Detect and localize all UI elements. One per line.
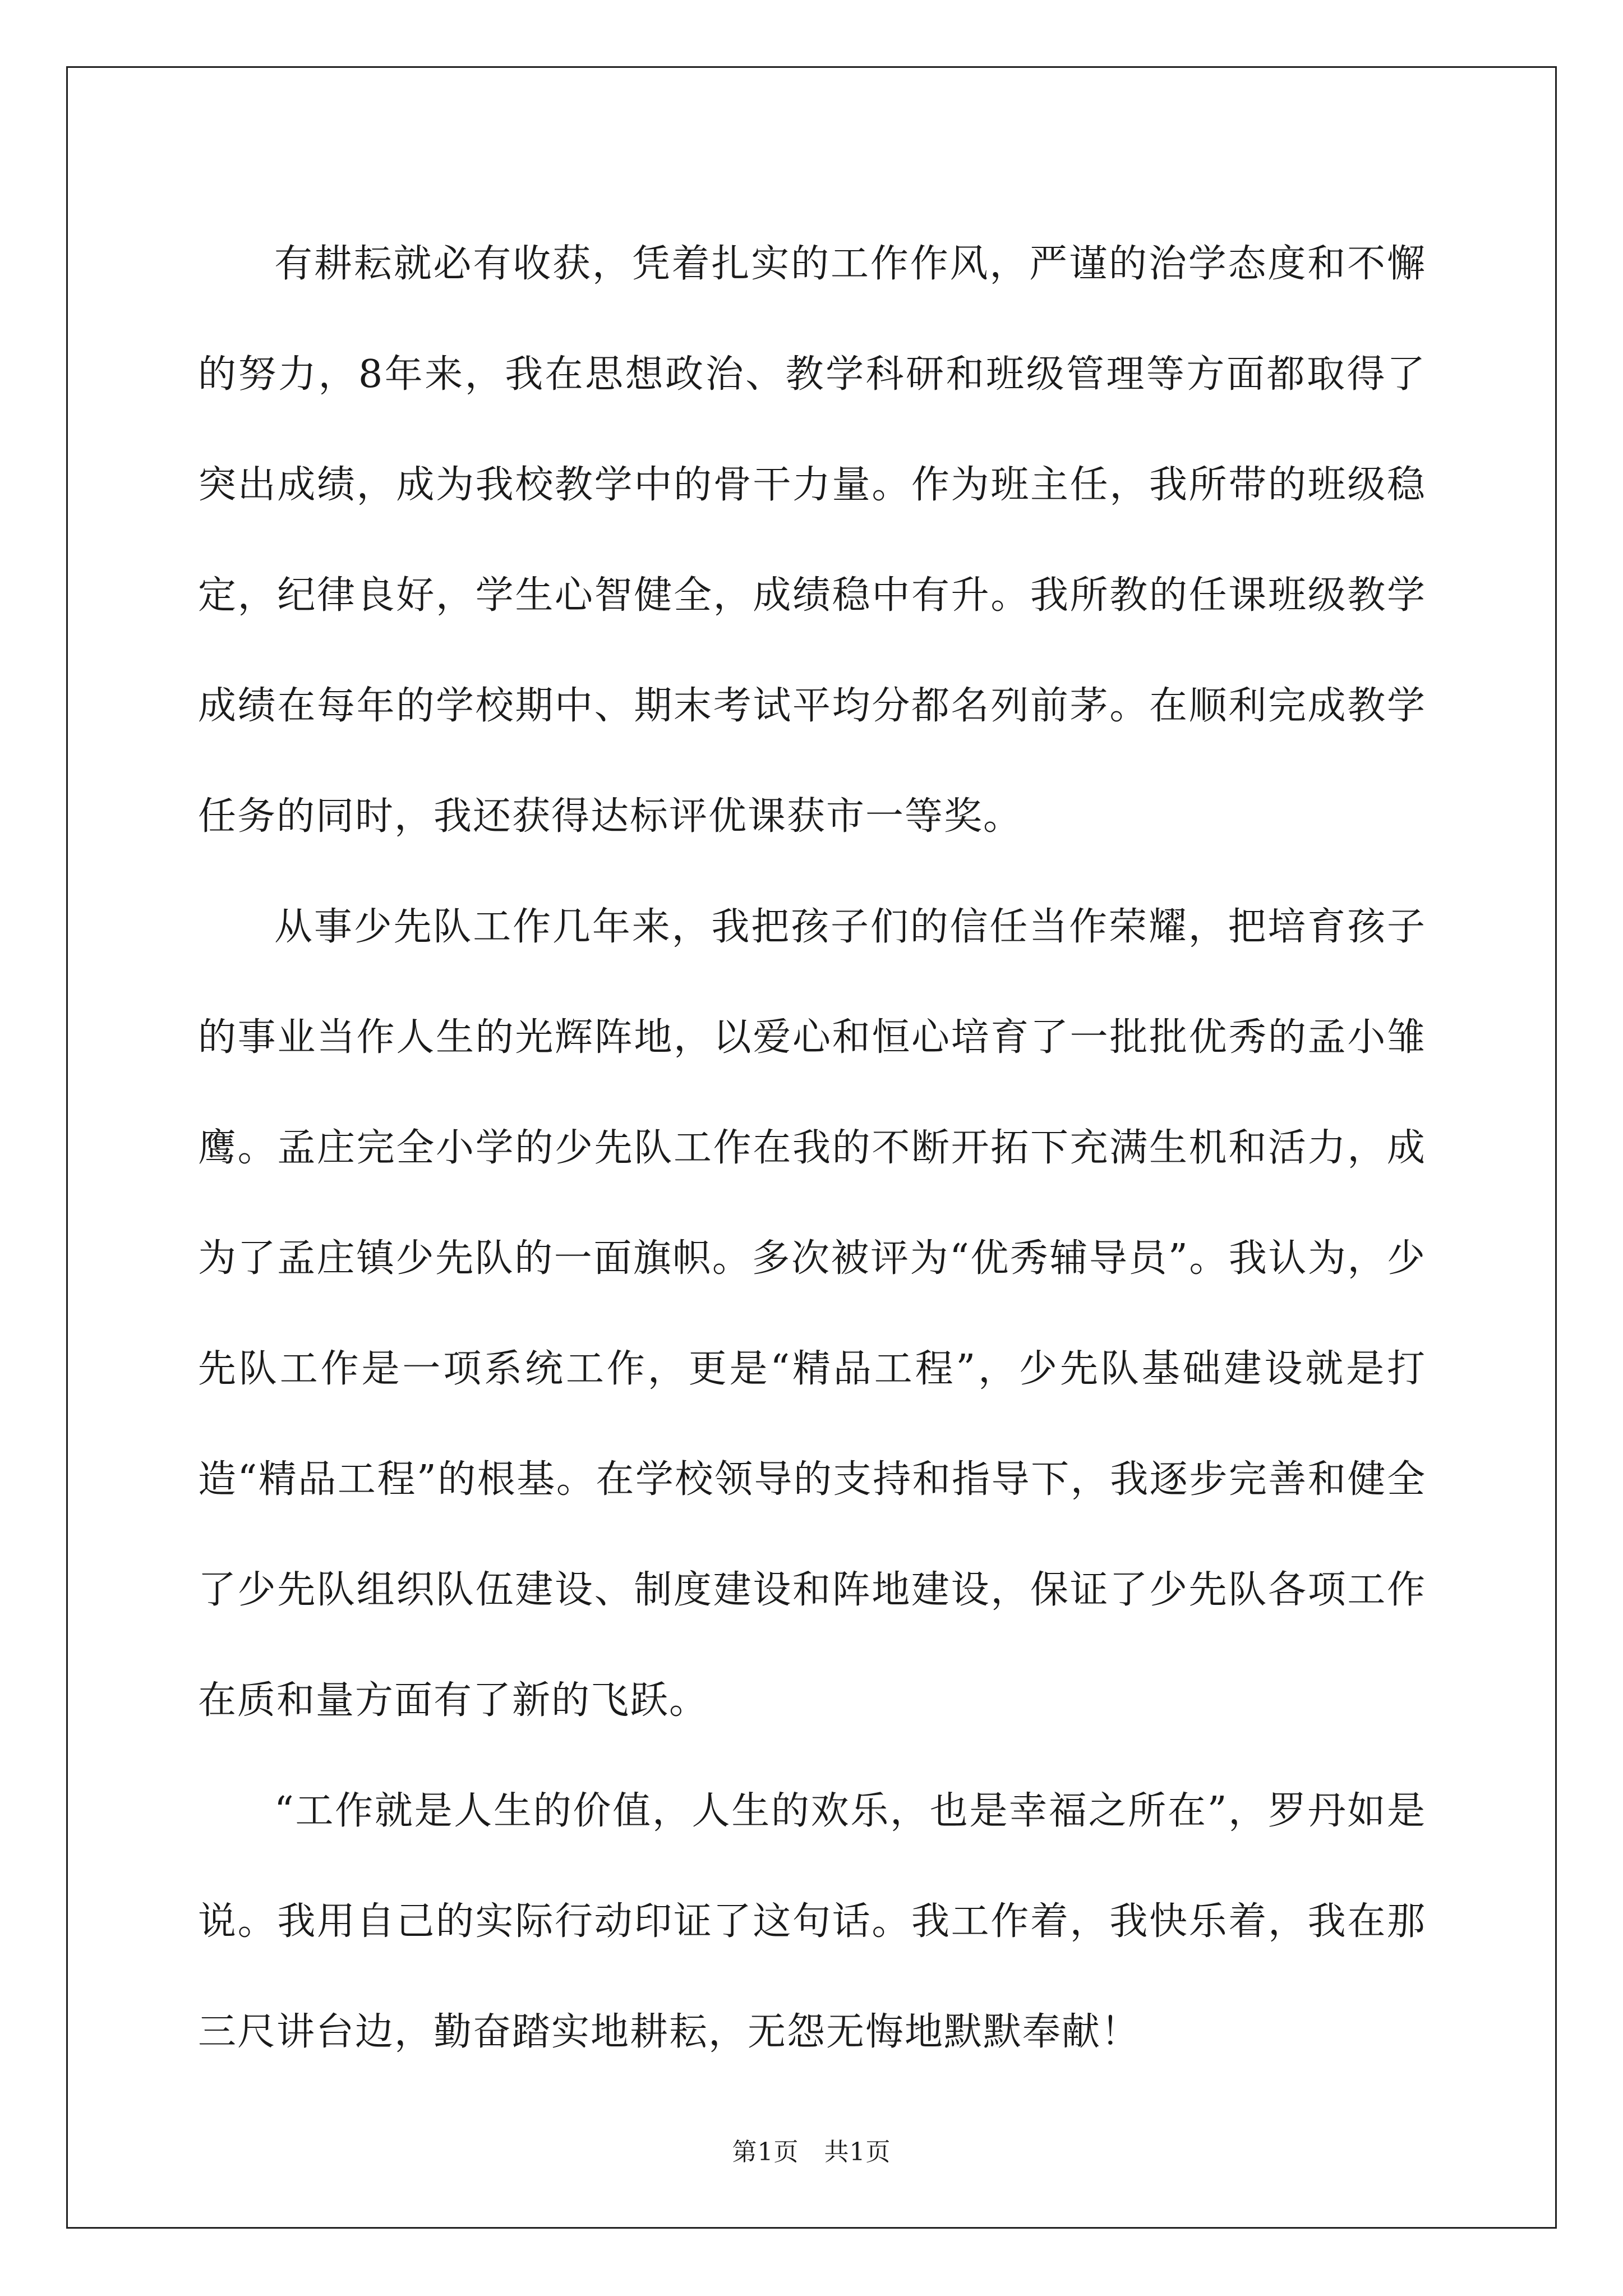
paragraph-2: 从事少先队工作几年来，我把孩子们的信任当作荣耀，把培育孩子的事业当作人生的光辉阵地，以爱心和恒心培育了一批批优秀的孟小雏鹰。孟庄完全小学的少先队工作在我的不断开拓下充满生机和活力，成为了孟庄镇少先队的一面旗帜。多次被评为“优秀辅导员”。我认为，少先队工作是一项系统工作，更是“精品工程”，少先队基础建设就是打造“精品工程”的根基。在学校领导的支持和指导下，我逐步完善和健全了少先队组织队伍建设、制度建设和阵地建设，保证了少先队各项工作在质和量方面有了新的飞跃。	[198, 905, 1426, 1723]
page-total: 共1页	[824, 2138, 891, 2166]
document-body	[198, 209, 1426, 2087]
paragraph-1: 有耕耘就必有收获，凭着扎实的工作作风，严谨的治学态度和不懈的努力，8年来，我在思想政治、教学科研和班级管理等方面都取得了突出成绩，成为我校教学中的骨干力量。作为班主任，我所带的班级稳定，纪律良好，学生心智健全，成绩稳中有升。我所教的任课班级教学成绩在每年的学校期中、期末考试平均分都名列前茅。在顺利完成教学任务的同时，我还获得达标评优课获市一等奖。	[198, 242, 1426, 839]
paragraph-3: “工作就是人生的价值，人生的欢乐，也是幸福之所在”，罗丹如是说。我用自己的实际行动印证了这句话。我工作着，我快乐着，我在那三尺讲台边，勤奋踏实地耕耘，无怨无悔地默默奉献！	[198, 1789, 1426, 2054]
page-number: 第1页	[732, 2138, 799, 2166]
page-footer	[0, 2132, 1623, 2168]
